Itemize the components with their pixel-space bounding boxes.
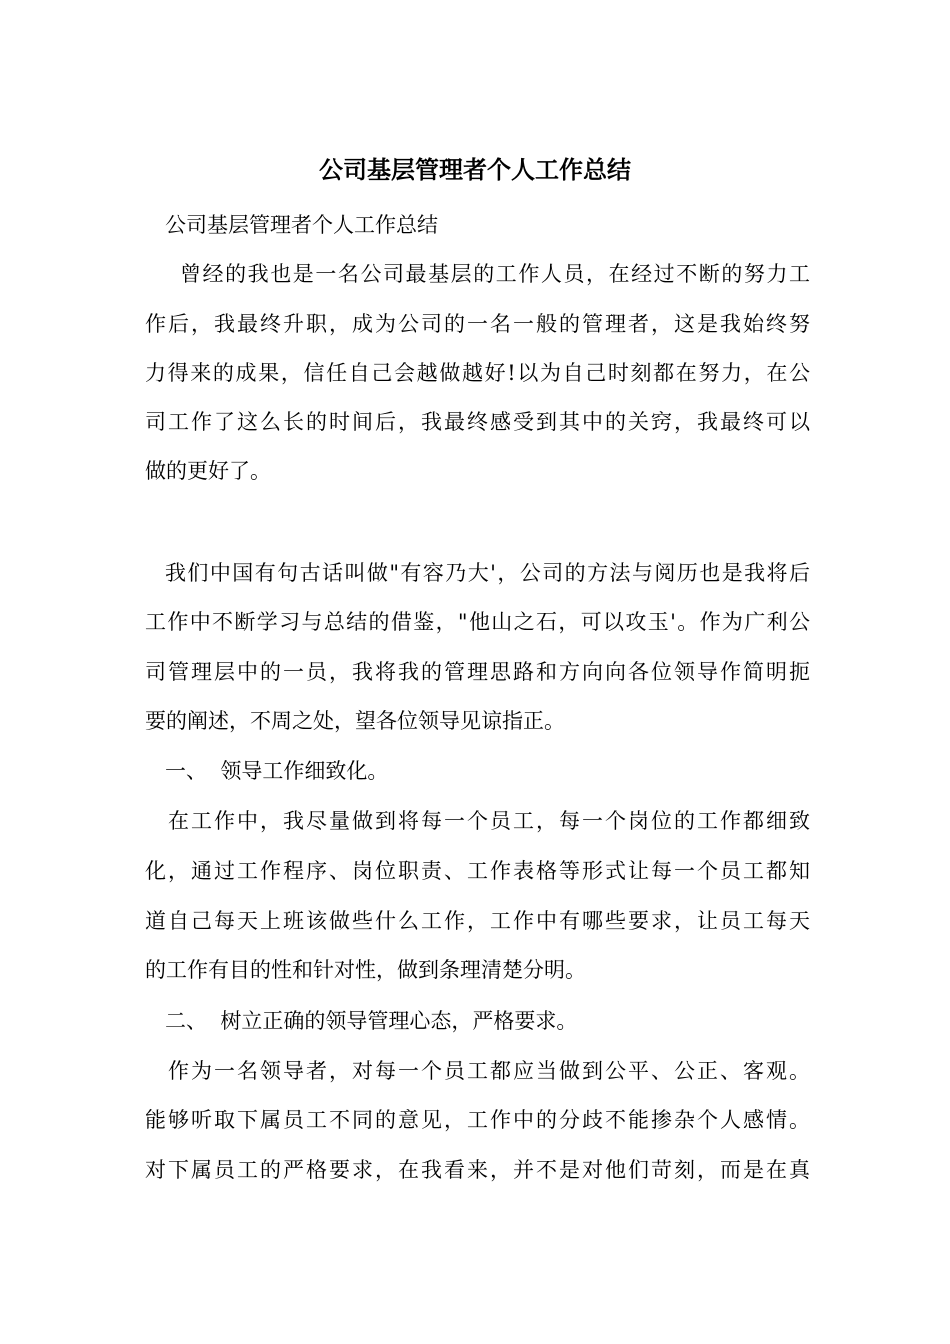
subtitle-line: 公司基层管理者个人工作总结 (165, 213, 438, 237)
paragraph-line: 对下属员工的严格要求，在我看来，并不是对他们苛刻，而是在真 (145, 1158, 810, 1182)
paragraph-line: 作为一名领导者，对每一个员工都应当做到公平、公正、客观。 (168, 1059, 810, 1083)
paragraph-line: 司管理层中的一员，我将我的管理思路和方向向各位领导作简明扼 (145, 660, 810, 684)
paragraph-line: 司工作了这么长的时间后，我最终感受到其中的关窍，我最终可以 (145, 410, 810, 434)
paragraph-line: 化，通过工作程序、岗位职责、工作表格等形式让每一个员工都知 (145, 859, 810, 883)
paragraph-line: 我们中国有句古话叫做"有容乃大'，公司的方法与阅历也是我将后 (165, 561, 810, 585)
paragraph-line: 力得来的成果，信任自己会越做越好!以为自己时刻都在努力，在公 (145, 361, 810, 385)
paragraph-line: 作后，我最终升职，成为公司的一名一般的管理者，这是我始终努 (145, 312, 810, 336)
section-heading: 一、 领导工作细致化。 (165, 759, 389, 783)
paragraph-line: 道自己每天上班该做些什么工作，工作中有哪些要求，让员工每天 (145, 909, 810, 933)
paragraph-line: 要的阐述，不周之处，望各位领导见谅指正。 (145, 709, 565, 733)
paragraph-line: 做的更好了。 (145, 459, 271, 483)
paragraph-line: 曾经的我也是一名公司最基层的工作人员，在经过不断的努力工 (180, 262, 810, 286)
paragraph-line: 在工作中，我尽量做到将每一个员工，每一个岗位的工作都细致 (168, 809, 810, 833)
document-title: 公司基层管理者个人工作总结 (319, 155, 631, 184)
paragraph-line: 能够听取下属员工不同的意见，工作中的分歧不能掺杂个人感情。 (145, 1108, 810, 1132)
paragraph-line: 的工作有目的性和针对性，做到条理清楚分明。 (145, 958, 586, 982)
section-heading: 二、 树立正确的领导管理心态，严格要求。 (165, 1009, 578, 1033)
paragraph-line: 工作中不断学习与总结的借鉴，"他山之石，可以攻玉'。作为广利公 (145, 610, 810, 634)
